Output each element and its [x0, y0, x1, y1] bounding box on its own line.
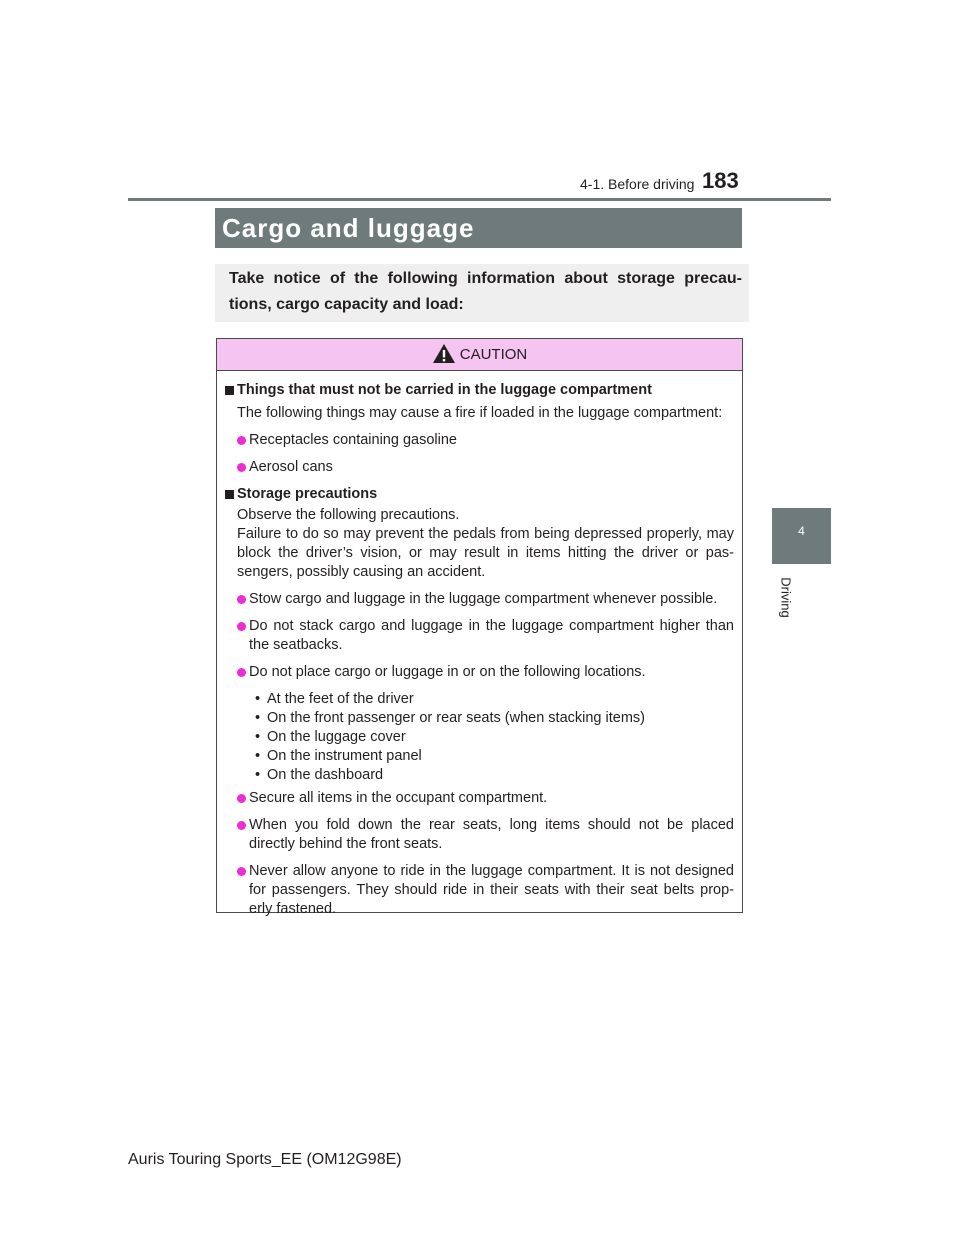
bullet-icon	[237, 595, 246, 604]
warning-triangle-icon	[432, 343, 456, 364]
intro-text: Take notice of the following information about storage precau-tions, cargo capacity and load:	[229, 270, 742, 313]
chapter-tab	[772, 508, 831, 564]
location-item: • On the luggage cover	[255, 728, 734, 747]
caution-label: CAUTION	[459, 346, 528, 363]
caution-box	[216, 338, 743, 917]
list-item: Never allow anyone to ride in the luggage compartment. It is not designed for passengers. They should ride in their seats with their seat belts prop-erly fastened.	[225, 862, 734, 919]
list-item: Secure all items in the occupant compartment.	[225, 789, 734, 808]
location-list	[225, 690, 734, 785]
caution-body	[217, 371, 742, 919]
header-section-label: 4-1. Before driving	[580, 176, 695, 192]
header-divider	[128, 198, 831, 201]
list-item: Do not stack cargo and luggage in the luggage compartment higher than the seatbacks.	[225, 617, 734, 655]
bullet-icon	[237, 821, 246, 830]
bullet-icon	[237, 436, 246, 445]
list-item: Do not place cargo or luggage in or on the following locations.	[225, 663, 734, 682]
location-item: • At the feet of the driver	[255, 690, 734, 709]
list-item: Receptacles containing gasoline	[225, 431, 734, 450]
location-item: • On the instrument panel	[255, 747, 734, 766]
section-heading-storage-precautions: Storage precautions	[225, 485, 734, 504]
list-item: Stow cargo and luggage in the luggage compartment whenever possible.	[225, 590, 734, 609]
location-item: • On the dashboard	[255, 766, 734, 785]
paragraph: Failure to do so may prevent the pedals from being depressed properly, may block the driver’s vision, or may result in items hitting the driver or pas-sengers, possibly causing an accident.	[237, 526, 734, 580]
chapter-number: 4	[798, 524, 805, 538]
paragraph: Observe the following precautions.	[237, 507, 460, 523]
caution-header	[217, 339, 742, 371]
title-bar	[215, 208, 742, 248]
bullet-icon	[237, 867, 246, 876]
paragraph: The following things may cause a fire if loaded in the luggage compartment:	[237, 405, 723, 421]
bullet-icon	[237, 668, 246, 677]
bullet-icon	[237, 463, 246, 472]
page-number: 183	[702, 168, 739, 193]
bullet-icon	[237, 794, 246, 803]
bullet-icon	[237, 622, 246, 631]
location-item: • On the front passenger or rear seats (when stacking items)	[255, 709, 734, 728]
intro-box	[215, 264, 749, 322]
list-item: When you fold down the rear seats, long items should not be placed directly behind the front seats.	[225, 816, 734, 854]
section-heading-prohibited-items: Things that must not be carried in the luggage compartment	[225, 381, 734, 400]
chapter-name: Driving	[778, 577, 794, 618]
list-item: Aerosol cans	[225, 458, 734, 477]
footer-manual-id: Auris Touring Sports_EE (OM12G98E)	[128, 1151, 402, 1168]
page-title: Cargo and luggage	[222, 213, 475, 243]
chapter-side-label	[780, 572, 800, 620]
